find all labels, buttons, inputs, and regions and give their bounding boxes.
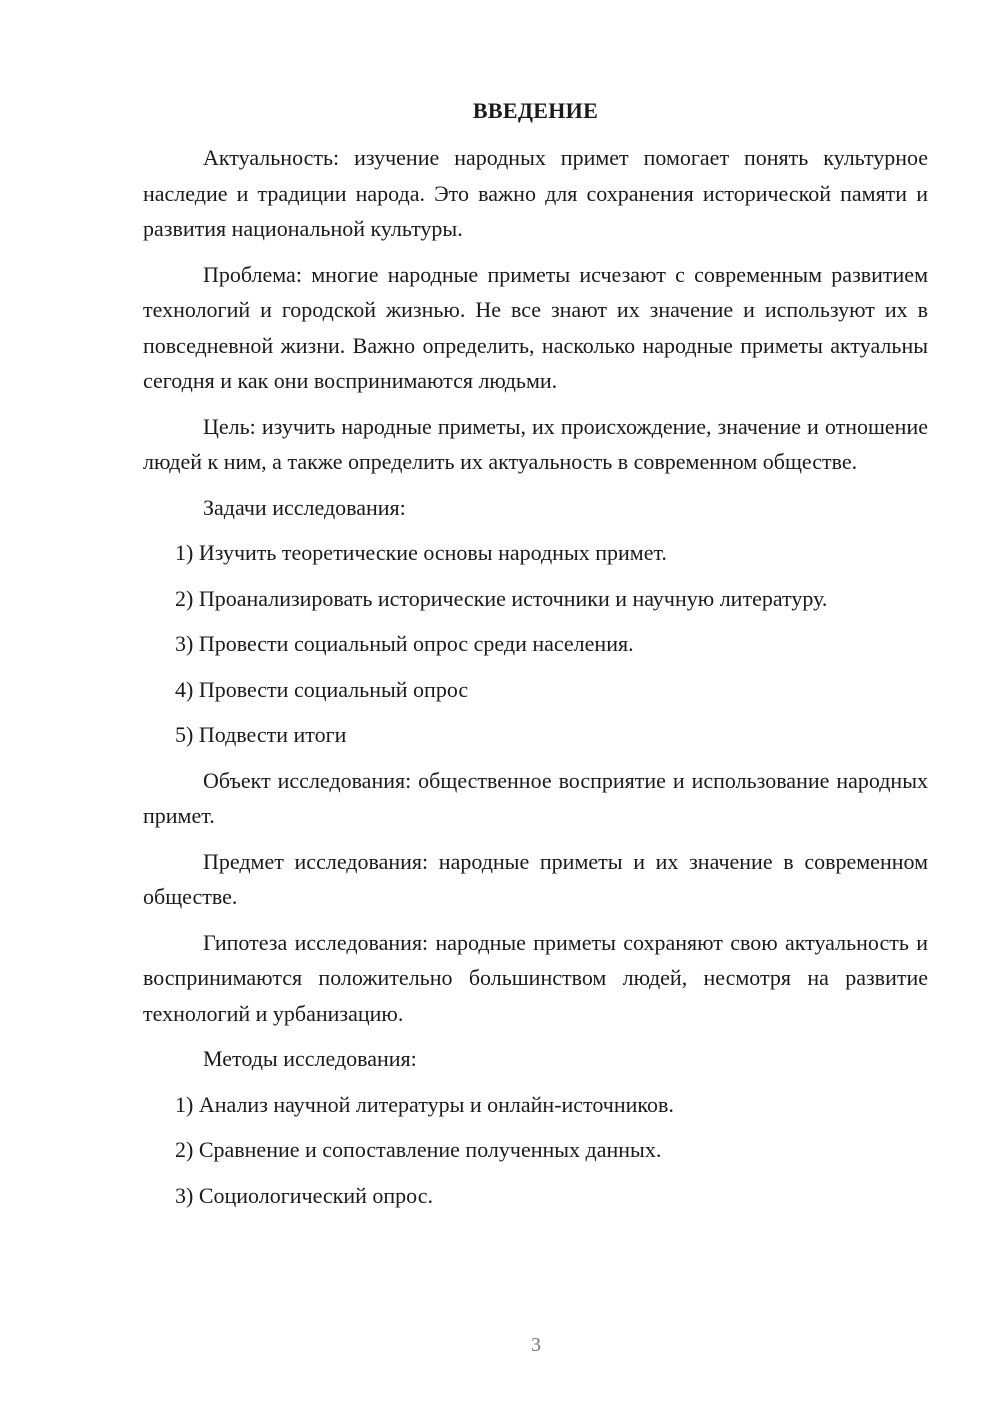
list-item: 2) Сравнение и сопоставление полученных данных. (175, 1137, 662, 1162)
paragraph-object: Объект исследования: общественное восприятие и использование народных примет. (143, 767, 928, 828)
page-number: 3 (531, 1334, 541, 1356)
methods-list (143, 1087, 928, 1214)
list-item: 2) Проанализировать исторические источники и научную литературу. (175, 585, 828, 611)
tasks-heading: Задачи исследования: (203, 494, 406, 520)
methods-heading: Методы исследования: (203, 1046, 417, 1071)
paragraph-goal: Цель: изучить народные приметы, их происхождение, значение и отношение людей к ним, а также определить их актуальность в современном обществе. (143, 413, 928, 474)
list-item: 5) Подвести итоги (175, 722, 347, 747)
tasks-list (143, 535, 928, 753)
document-page (143, 96, 928, 1223)
paragraph-relevance: Актуальность: изучение народных примет помогает понять культурное наследие и традиции народа. Это важно для сохранения исторической памяти и развития национальной культуры. (143, 145, 928, 241)
list-item: 4) Провести социальный опрос (175, 676, 469, 702)
paragraph-subject: Предмет исследования: народные приметы и их значение в современном обществе. (143, 848, 928, 909)
paragraph-problem: Проблема: многие народные приметы исчезают с современным развитием технологий и городской жизнью. Не все знают их значение и используют их в повседневной жизни. Важно определить, насколько народные приметы актуальны сегодня и как они воспринимаются людьми. (143, 261, 928, 393)
list-item: 3) Провести социальный опрос среди населения. (175, 631, 634, 656)
list-item: 3) Социологический опрос. (175, 1182, 433, 1208)
list-item: 1) Изучить теоретические основы народных примет. (175, 540, 667, 565)
paragraph-hypothesis: Гипотеза исследования: народные приметы сохраняют свою актуальность и воспринимаются положительно большинством людей, несмотря на развитие технологий и урбанизацию. (143, 929, 928, 1026)
section-title: ВВЕДЕНИЕ (472, 98, 599, 123)
list-item: 1) Анализ научной литературы и онлайн-источников. (175, 1091, 674, 1117)
